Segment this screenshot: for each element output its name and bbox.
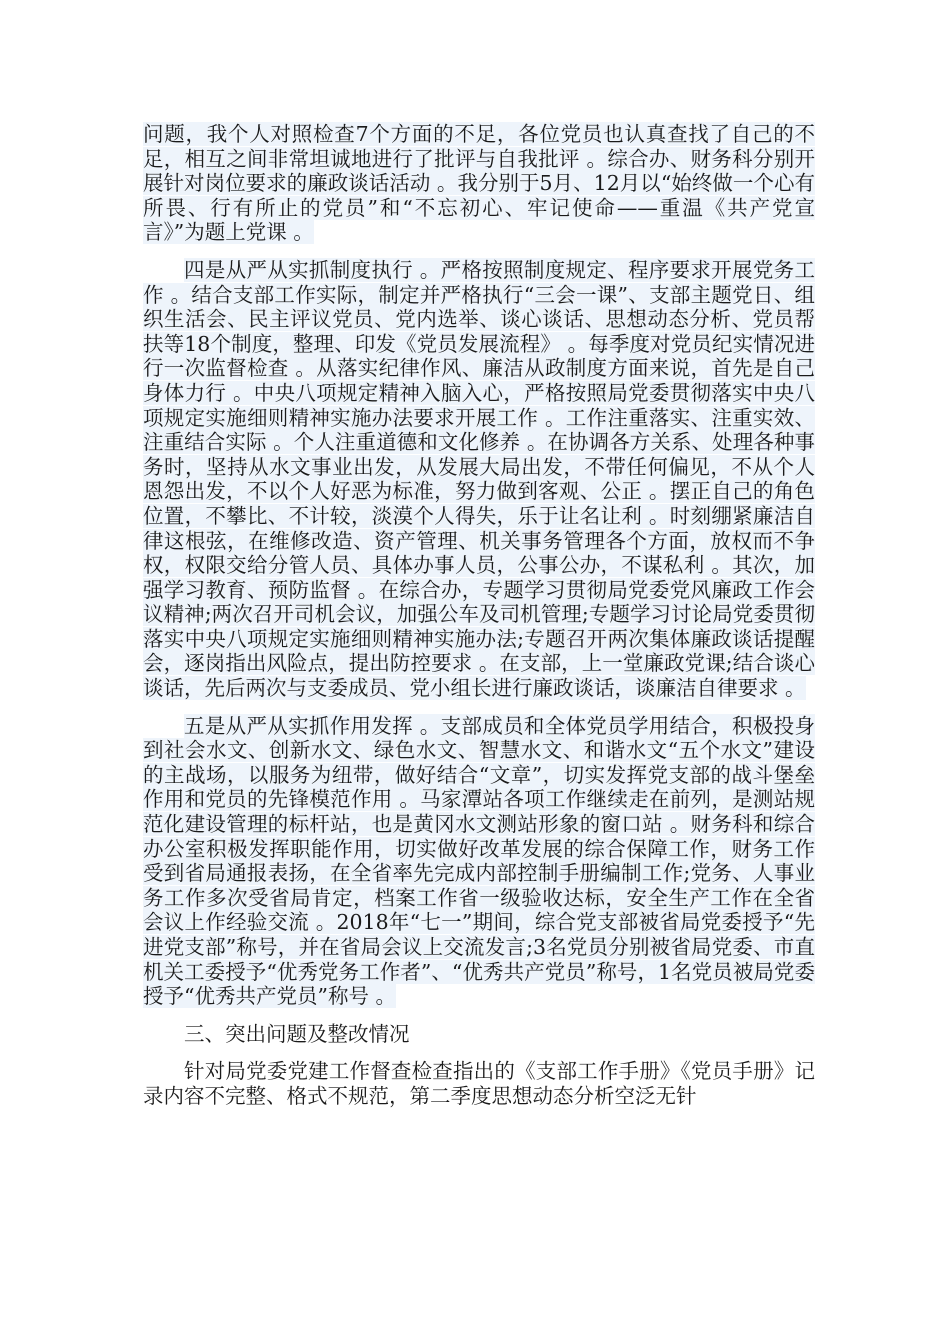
paragraph-rectification: 针对局党委党建工作督查检查指出的《支部工作手册》《党员手册》记录内容不完整、格式不规范，第二季度思想动态分析空泛无针 xyxy=(143,1059,815,1108)
paragraph-text: 五是从严从实抓作用发挥 。支部成员和全体党员学用结合，积极投身到社会水文、创新水文、绿色水文、智慧水文、和谐水文“五个水文”建设的主战场，以服务为纽带，做好结合“文章”，切实发挥党支部的战斗堡垒作用和党员的先锋模范作用 。马家潭站各项工作继续走在前列，是测站规范化建设管理的标杆站，也是黄冈水文测站形象的窗口站 。财务科和综合办公室积极发挥职能作用，切实做好改革发展的综合保障工作，财务工作受到省局通报表扬，在全省率先完成内部控制手册编制工作;党务、人事业务工作多次受省局肯定，档案工作省一级验收达标，安全生产工作在全省会议上作经验交流 。2018年“七一”期间，综合党支部被省局党委授予“先进党支部”称号，并在省局会议上交流发言;3名党员分别被省局党委、市直机关工委授予“优秀党务工作者”、“优秀共产党员”称号，1名党员被局党委授予“优秀共产党员”称号 。 xyxy=(143,713,815,1009)
paragraph-role-exertion xyxy=(143,714,815,1009)
paragraph-text: 问题，我个人对照检查7个方面的不足，各位党员也认真查找了自己的不足，相互之间非常坦诚地进行了批评与自我批评 。综合办、财务科分别开展针对岗位要求的廉政谈话活动 。我分别于5月、12月以“始终做一个心有所畏、行有所止的党员”和“不忘初心、牢记使命——重温《共产党宣言》”为题上党课 。 xyxy=(143,122,815,245)
paragraph-system-execution xyxy=(143,258,815,701)
document-body xyxy=(143,122,815,1122)
section-heading: 三、突出问题及整改情况 xyxy=(184,1021,410,1046)
paragraph-self-criticism xyxy=(143,122,815,245)
paragraph-text: 四是从严从实抓制度执行 。严格按照制度规定、程序要求开展党务工作 。结合支部工作实际，制定并严格执行“三会一课”、支部主题党日、组织生活会、民主评议党员、党内选举、谈心谈话、思想动态分析、党员帮扶等18个制度，整理、印发《党员发展流程》 。每季度对党员纪实情况进行一次监督检查 。从落实纪律作风、廉洁从政制度方面来说，首先是自己身体力行 。中央八项规定精神入脑入心，严格按照局党委贯彻落实中央八项规定实施细则精神实施办法要求开展工作 。工作注重落实、注重实效、注重结合实际 。个人注重道德和文化修养 。在协调各方关系、处理各种事务时，坚持从水文事业出发，从发展大局出发，不带任何偏见，不从个人恩怨出发，不以个人好恶为标准，努力做到客观、公正 。摆正自己的角色位置，不攀比、不计较，淡漠个人得失，乐于让名让利 。时刻绷紧廉洁自律这根弦，在维修改造、资产管理、机关事务管理各个方面，放权而不争权，权限交给分管人员、具体办事人员，公事公办，不谋私利 。其次，加强学习教育、预防监督 。在综合办，专题学习贯彻局党委党风廉政工作会议精神;两次召开司机会议，加强公车及司机管理;专题学习讨论局党委贯彻落实中央八项规定实施细则精神实施办法;专题召开两次集体廉政谈话提醒会，逐岗指出风险点，提出防控要求 。在支部，上一堂廉政党课;结合谈心谈话，先后两次与支委成员、党小组长进行廉政谈话，谈廉洁自律要求 。 xyxy=(143,257,815,701)
